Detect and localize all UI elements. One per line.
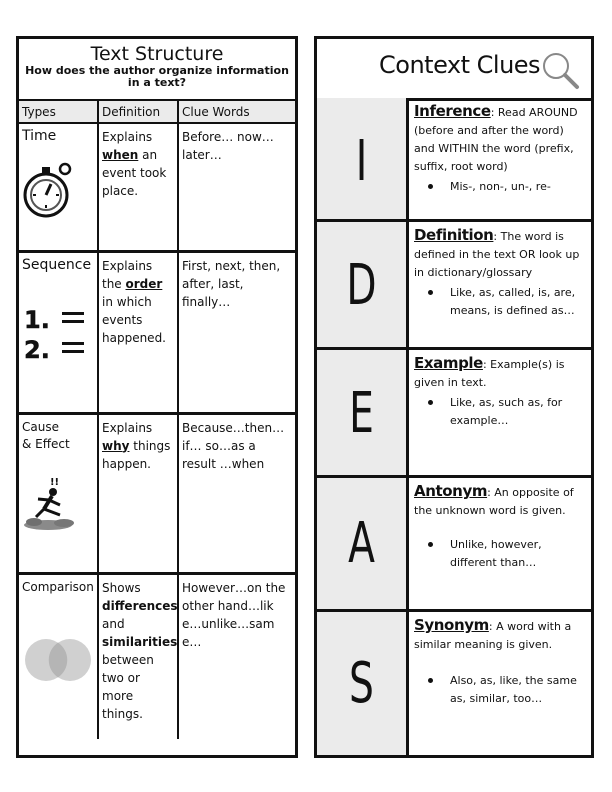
letter-i: I	[355, 129, 368, 194]
description: A word with a similar meaning is given.	[414, 620, 572, 651]
term-antonym: Antonym	[414, 482, 488, 500]
definition-cell: Explains the order in which events happened.	[98, 251, 178, 413]
context-clues-title: Context Clues	[379, 51, 541, 79]
letter-e: E	[349, 381, 374, 446]
context-clues-panel	[314, 36, 594, 758]
table-row	[19, 413, 295, 573]
header-definition: Definition	[98, 101, 178, 123]
type-cell	[19, 123, 98, 251]
definition-cell: Explains why things happen.	[98, 413, 178, 573]
description: The word is defined in the text OR look up in dictionary/glossary	[414, 230, 580, 279]
type-label: Cause & Effect	[22, 419, 70, 451]
svg-text:!!: !!	[50, 476, 60, 488]
text-structure-header	[19, 39, 295, 101]
term-inference: Inference	[414, 102, 491, 120]
type-label: Comparison	[22, 579, 94, 594]
context-clue-row-inference: I Inference: Read AROUND (before and after the word) and WITHIN the word (prefix, suffix, root word) Mis-, non-, un-, re-	[317, 98, 591, 222]
context-clue-row-definition: D Definition: The word is defined in the text OR look up in dictionary/glossary Like, as, called, is, are, means, is defined as…	[317, 222, 591, 350]
type-cell	[19, 251, 98, 413]
type-cell	[19, 573, 98, 739]
text-structure-panel	[16, 36, 298, 758]
letter-s: S	[349, 651, 374, 716]
table-header-row	[19, 101, 295, 123]
stopwatch-icon	[22, 155, 94, 226]
definition-cell: Shows differences and similarities between two or more things.	[98, 573, 178, 739]
text-structure-table	[19, 101, 295, 739]
list-item: Also, as, like, the same as, similar, too…	[414, 672, 587, 708]
venn-diagram-icon	[22, 636, 94, 689]
magnifying-glass-icon	[541, 51, 581, 95]
context-clue-row-antonym: A Antonym: An opposite of the unknown word is given. Unlike, however, different than…	[317, 478, 591, 612]
text-structure-title: Text Structure	[90, 43, 224, 65]
letter-d: D	[346, 253, 377, 318]
table-row	[19, 573, 295, 739]
list-item: Unlike, however, different than…	[414, 536, 587, 572]
numbered-list-icon	[22, 306, 94, 369]
svg-text:1.: 1.	[24, 305, 50, 334]
header-types: Types	[19, 101, 98, 123]
list-item: Like, as, called, is, are, means, is defined as…	[414, 284, 587, 320]
description: Example(s) is given in text.	[414, 358, 565, 389]
term-synonym: Synonym	[414, 616, 489, 634]
slip-fall-icon	[22, 475, 94, 538]
list-item: Mis-, non-, un-, re-	[414, 178, 587, 196]
text-structure-subtitle: How does the author organize information in a text?	[25, 64, 289, 89]
header-clue-words: Clue Words	[178, 101, 295, 123]
type-label: Sequence	[22, 256, 92, 273]
letter-a: A	[348, 511, 375, 576]
clue-words-cell: Because…then…if… so…as a result …when	[178, 413, 295, 573]
clue-words-cell: Before… now…later…	[178, 123, 295, 251]
context-clues-header	[317, 39, 591, 101]
clue-words-cell: First, next, then, after, last, finally…	[178, 251, 295, 413]
type-cell	[19, 413, 98, 573]
type-label: Time	[22, 128, 57, 144]
table-row	[19, 123, 295, 251]
term-definition: Definition	[414, 226, 494, 244]
context-clue-row-example: E Example: Example(s) is given in text. Like, as, such as, for example…	[317, 350, 591, 478]
context-clue-row-synonym: S Synonym: A word with a similar meaning is given. Also, as, like, the same as, similar, too…	[317, 612, 591, 755]
description: An opposite of the unknown word is given.	[414, 486, 574, 517]
description: Read AROUND (before and after the word) and WITHIN the word (prefix, suffix, root word)	[414, 106, 578, 173]
svg-text:2.: 2.	[24, 335, 50, 364]
table-row	[19, 251, 295, 413]
term-example: Example	[414, 354, 483, 372]
definition-cell: Explains when an event took place.	[98, 123, 178, 251]
clue-words-cell: However…on the other hand…like…unlike…same…	[182, 580, 286, 649]
list-item: Like, as, such as, for example…	[414, 394, 587, 430]
